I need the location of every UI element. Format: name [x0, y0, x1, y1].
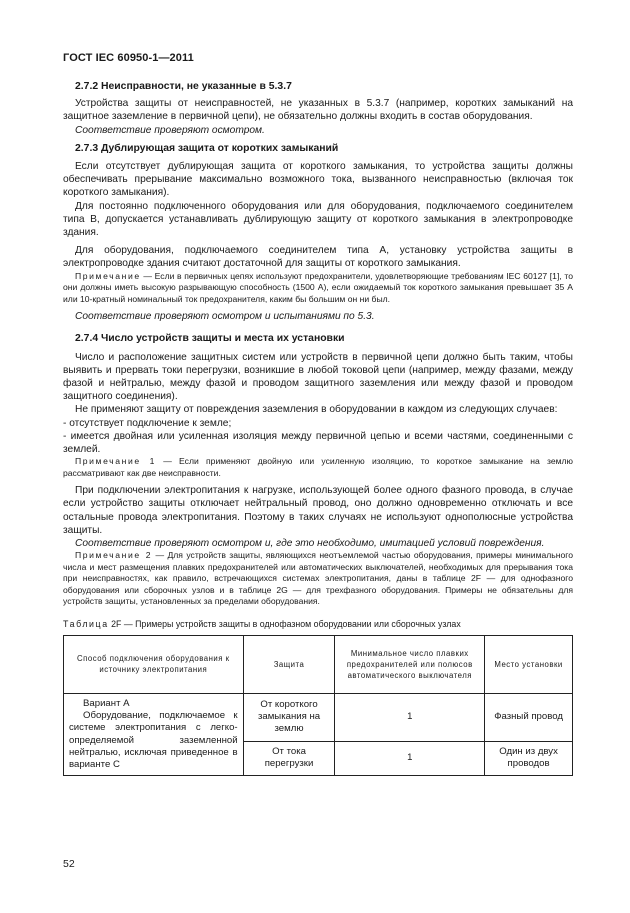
paragraph: Число и расположение защитных систем или устройств в первичной цепи должно быть таким, чтобы выявить и прервать токи перегрузки, возникшие в любой токовой цепи (например, между фазами, между фазой и нейтралью, между фазой и проводом защитного заземления или между фазой и проводом защитного соединения). [63, 351, 573, 403]
protection-table [63, 635, 573, 776]
paragraph: Не применяют защиту от повреждения заземления в оборудовании в каждом из следующих случаев: [75, 404, 558, 416]
note [63, 271, 573, 306]
variant-description: Оборудование, подключаемое к системе электропитания с легко-определяемой заземленной нейтралью, исключая приведенное в варианте С [69, 710, 238, 770]
compliance-text: Соответствие проверяют осмотром и испытаниями по 5.3. [75, 311, 375, 323]
compliance-text: Соответствие проверяют осмотром и, где это необходимо, имитацией условий повреждения. [75, 537, 545, 549]
section-heading-2-7-2: 2.7.2 Неисправности, не указанные в 5.3.7 [75, 81, 292, 92]
note-label: Примечание 1 [75, 456, 156, 467]
compliance-text: Соответствие проверяют осмотром. [75, 124, 265, 136]
table-cell-location: Один из двух проводов [485, 741, 573, 775]
note [63, 550, 573, 608]
note-text: — Если в первичных цепях используют предохранители, удовлетворяющие требованиям IEC 60127 [1], то они должны иметь высокую разрывающую способность (1500 А), если ожидаемый ток короткого замыкания превышает 35 А или 10-кратный номинальный ток предохранителя, каким бы большим он ни был. [63, 270, 573, 304]
section-heading-2-7-3: 2.7.3 Дублирующая защита от коротких замыканий [75, 142, 339, 154]
list-item: - имеется двойная или усиленная изоляция между первичной цепью и всеми частями, соединенными с землей. [63, 430, 573, 455]
paragraph: Для оборудования, подключаемого соединителем типа А, установку устройства защиты в электропроводке здания считают достаточной для защиты от короткого замыкания. [63, 245, 573, 270]
note [63, 456, 573, 479]
list-item: - отсутствует подключение к земле; [63, 417, 232, 429]
table-header-row [64, 635, 573, 693]
note-text: — Для устройств защиты, являющихся неотъемлемой частью оборудования, примеры минимального числа и мест размещения плавких предохранителей или автоматических выключателей, необходимых для прерывания тока при неисправностях, как правило, встречающихся системах электропитания, даны в таблице 2F — для однофазного оборудования или сборочных узлов и в таблице 2G — для трехфазного оборудования. Примеры не обязательны для устройств защиты, установленных за пределами оборудования. [63, 550, 574, 607]
table-caption-label: Таблица [63, 618, 109, 629]
table-cell-protection: От тока перегрузки [243, 741, 335, 775]
table-cell-location: Фазный провод [485, 693, 573, 741]
note-label: Примечание 2 [75, 550, 153, 561]
column-header: Защита [243, 635, 335, 693]
compliance-statement [63, 310, 573, 323]
table-cell-method [64, 693, 244, 775]
note-label: Примечание [75, 270, 141, 281]
paragraph: Устройства защиты от неисправностей, не указанных в 5.3.7 (например, коротких замыканий на защитное заземление в первичной цепи), не обязательно должны входить в состав оборудования. [63, 98, 573, 123]
column-header: Способ подключения оборудования к источнику электропитания [64, 635, 244, 693]
table-row [64, 693, 573, 741]
variant-title: Вариант А [83, 697, 130, 709]
paragraph: При подключении электропитания к нагрузке, использующей более одного фазного провода, в случае если устройство защиты отключает нейтральный провод, оно должно одновременно отключать и все остальные провода электропитания. Поэтому в таких случаях не используют однополюсные устройства защиты. [63, 485, 573, 536]
table-caption [63, 618, 573, 631]
page-content [63, 80, 573, 776]
section-heading-2-7-4: 2.7.4 Число устройств защиты и места их установки [75, 333, 345, 345]
paragraph: Если отсутствует дублирующая защита от короткого замыкания, то устройства защиты должны обеспечивать прерывание максимально возможного тока, вызванного неисправностью (включая ток короткого замыкания). [63, 161, 573, 199]
column-header: Минимальное число плавких предохранителей или полюсов автоматического выключателя [335, 635, 485, 693]
table-cell-count: 1 [335, 693, 485, 741]
compliance-statement [63, 124, 573, 137]
note-text: — Если применяют двойную или усиленную изоляцию, то короткое замыкание на землю рассматривают как две неисправности. [63, 456, 573, 478]
compliance-statement [63, 537, 573, 550]
page-number: 52 [63, 858, 75, 870]
table-caption-text: 2F — Примеры устройств защиты в однофазном оборудовании или сборочных узлах [108, 618, 461, 629]
table-cell-protection: От короткого замыкания на землю [243, 693, 335, 741]
standard-header: ГОСТ IEC 60950-1—2011 [63, 52, 194, 64]
table-cell-count: 1 [335, 741, 485, 775]
paragraph: Для постоянно подключенного оборудования или для оборудования, подключаемого соединителем типа В, допускается устанавливать дублирующую защиту от короткого замыкания в электропроводке здания. [63, 200, 573, 239]
column-header: Место установки [485, 635, 573, 693]
